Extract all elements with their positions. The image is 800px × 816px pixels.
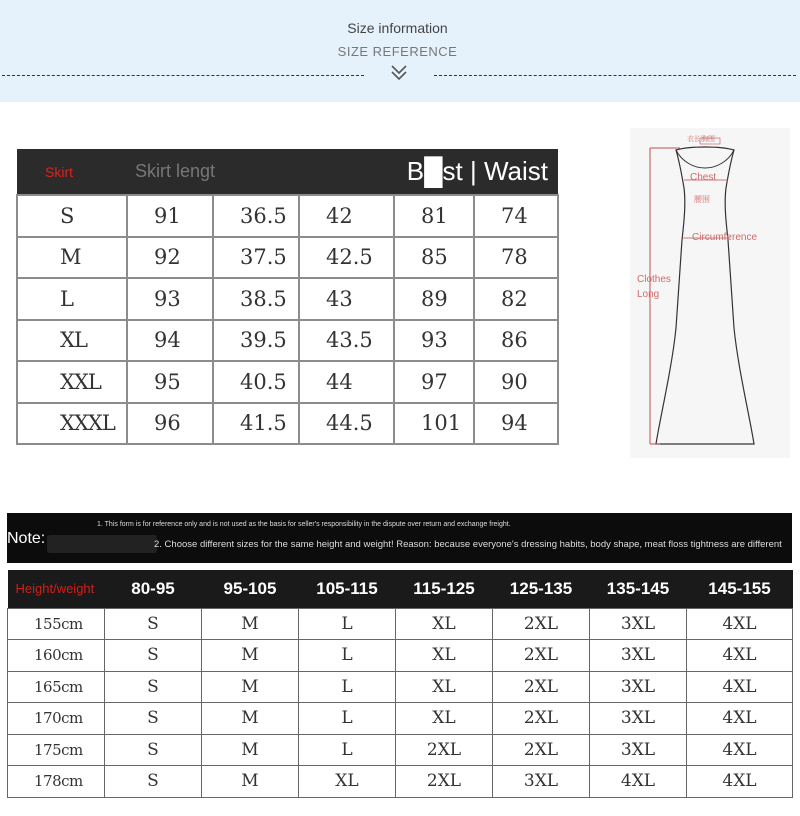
measurement-cell: 85	[394, 237, 474, 279]
note-bar	[7, 513, 792, 563]
height-weight-row	[8, 766, 793, 798]
col-header-weight-range: 145-155	[687, 570, 793, 608]
measurement-cell: 42	[299, 195, 394, 237]
header-subtitle: SIZE REFERENCE	[337, 44, 458, 59]
size-recommendation-cell: 2XL	[396, 766, 493, 798]
size-recommendation-cell: XL	[299, 766, 396, 798]
skirt-table-row	[17, 361, 558, 403]
measurement-cell: 95	[127, 361, 213, 403]
measurement-cell: 92	[127, 237, 213, 279]
measurement-cell: 40.5	[213, 361, 299, 403]
measurement-cell: 90	[474, 361, 558, 403]
skirt-table-row	[17, 237, 558, 279]
size-recommendation-cell: 3XL	[493, 766, 590, 798]
size-cell: XXL	[17, 361, 127, 403]
size-recommendation-cell: S	[105, 671, 202, 703]
size-cell: M	[17, 237, 127, 279]
measurement-cell: 94	[127, 320, 213, 362]
col-header-weight-range: 80-95	[105, 570, 202, 608]
size-recommendation-cell: 4XL	[687, 671, 793, 703]
height-cell: 165cm	[8, 671, 105, 703]
size-cell: L	[17, 278, 127, 320]
dress-chest-label: Chest	[690, 172, 717, 183]
size-recommendation-cell: 4XL	[687, 766, 793, 798]
size-recommendation-cell: 2XL	[396, 734, 493, 766]
size-recommendation-cell: XL	[396, 640, 493, 672]
size-recommendation-cell: L	[299, 703, 396, 735]
measurement-cell: 41.5	[213, 403, 299, 445]
measurement-cell: 93	[394, 320, 474, 362]
measurement-cell: 96	[127, 403, 213, 445]
col-header-weight-range: 125-135	[493, 570, 590, 608]
size-cell: XXXL	[17, 403, 127, 445]
measurement-cell: 43.5	[299, 320, 394, 362]
header-divider-right	[434, 75, 796, 76]
size-info-header	[0, 0, 800, 102]
size-recommendation-cell: XL	[396, 671, 493, 703]
size-recommendation-cell: 4XL	[687, 734, 793, 766]
measurement-cell: 89	[394, 278, 474, 320]
dress-circumference-label: Circumference	[692, 232, 758, 243]
measurement-cell: 78	[474, 237, 558, 279]
height-weight-table	[7, 570, 793, 798]
col-header-weight-range: 105-115	[299, 570, 396, 608]
dress-waist-cn-label: 腰围	[694, 195, 710, 204]
size-recommendation-cell: 2XL	[493, 608, 590, 640]
measurement-cell: 37.5	[213, 237, 299, 279]
col-header-skirt: Skirt	[17, 149, 127, 195]
header-divider-left	[2, 75, 364, 76]
measurement-cell: 39.5	[213, 320, 299, 362]
dress-long-label: Long	[637, 289, 660, 300]
col-header-height-weight: Height/weight	[8, 570, 105, 608]
size-recommendation-cell: XL	[396, 703, 493, 735]
size-recommendation-cell: L	[299, 671, 396, 703]
size-recommendation-cell: 3XL	[590, 703, 687, 735]
height-weight-row	[8, 608, 793, 640]
size-recommendation-cell: 4XL	[687, 640, 793, 672]
size-cell: S	[17, 195, 127, 237]
size-recommendation-cell: 2XL	[493, 671, 590, 703]
measurement-cell: 93	[127, 278, 213, 320]
size-recommendation-cell: S	[105, 766, 202, 798]
dress-measurement-figure	[630, 128, 790, 458]
skirt-table-row	[17, 320, 558, 362]
height-weight-row	[8, 734, 793, 766]
skirt-size-table	[16, 149, 559, 445]
size-recommendation-cell: S	[105, 703, 202, 735]
size-recommendation-cell: L	[299, 608, 396, 640]
measurement-cell: 97	[394, 361, 474, 403]
size-recommendation-cell: 3XL	[590, 671, 687, 703]
height-weight-row	[8, 671, 793, 703]
size-recommendation-cell: M	[202, 608, 299, 640]
measurement-cell: 74	[474, 195, 558, 237]
measurement-cell: 86	[474, 320, 558, 362]
size-recommendation-cell: 2XL	[493, 703, 590, 735]
dress-top-label: 衣长胸围	[687, 136, 715, 143]
header-title: Size information	[347, 20, 448, 36]
height-cell: 175cm	[8, 734, 105, 766]
size-recommendation-cell: M	[202, 734, 299, 766]
size-recommendation-cell: 2XL	[493, 640, 590, 672]
size-recommendation-cell: M	[202, 640, 299, 672]
size-recommendation-cell: 3XL	[590, 640, 687, 672]
height-weight-header	[8, 570, 793, 608]
measurement-cell: 43	[299, 278, 394, 320]
size-recommendation-cell: S	[105, 734, 202, 766]
measurement-cell: 94	[474, 403, 558, 445]
measurement-cell: 36.5	[213, 195, 299, 237]
col-header-weight-range: 135-145	[590, 570, 687, 608]
col-header-blank	[299, 149, 394, 195]
size-recommendation-cell: 3XL	[590, 734, 687, 766]
measurement-cell: 81	[394, 195, 474, 237]
skirt-table-header	[17, 149, 558, 195]
size-recommendation-cell: XL	[396, 608, 493, 640]
skirt-table-row	[17, 278, 558, 320]
dress-clothes-label: Clothes	[637, 274, 671, 285]
height-cell: 178cm	[8, 766, 105, 798]
size-recommendation-cell: M	[202, 766, 299, 798]
height-cell: 160cm	[8, 640, 105, 672]
note-blurred-text	[47, 535, 157, 553]
size-recommendation-cell: S	[105, 640, 202, 672]
size-recommendation-cell: 2XL	[493, 734, 590, 766]
height-weight-row	[8, 640, 793, 672]
height-cell: 170cm	[8, 703, 105, 735]
size-recommendation-cell: M	[202, 703, 299, 735]
skirt-table-row	[17, 403, 558, 445]
height-weight-row	[8, 703, 793, 735]
size-recommendation-cell: 3XL	[590, 608, 687, 640]
size-cell: XL	[17, 320, 127, 362]
size-recommendation-cell: 4XL	[687, 703, 793, 735]
size-recommendation-cell: 4XL	[590, 766, 687, 798]
size-recommendation-cell: M	[202, 671, 299, 703]
col-header-bust-waist: B█st | Waist	[394, 149, 558, 195]
note-line-1: 1. This form is for reference only and is not used as the basis for seller's responsibility in the dispute over return and exchange freight.	[97, 521, 511, 528]
col-header-weight-range: 95-105	[202, 570, 299, 608]
measurement-cell: 38.5	[213, 278, 299, 320]
measurement-cell: 44.5	[299, 403, 394, 445]
size-recommendation-cell: L	[299, 640, 396, 672]
double-chevron-down-icon	[388, 62, 410, 84]
col-header-skirt-length: Skirt lengt	[127, 149, 299, 195]
size-recommendation-cell: L	[299, 734, 396, 766]
measurement-cell: 44	[299, 361, 394, 403]
col-header-weight-range: 115-125	[396, 570, 493, 608]
size-recommendation-cell: S	[105, 608, 202, 640]
note-label: Note:	[7, 530, 46, 547]
measurement-cell: 101	[394, 403, 474, 445]
note-line-2: 2. Choose different sizes for the same height and weight! Reason: because everyone's dressing habits, body shape, meat floss tightness are different	[154, 539, 782, 550]
size-recommendation-cell: 4XL	[687, 608, 793, 640]
measurement-cell: 42.5	[299, 237, 394, 279]
measurement-cell: 91	[127, 195, 213, 237]
skirt-table-row	[17, 195, 558, 237]
measurement-cell: 82	[474, 278, 558, 320]
height-cell: 155cm	[8, 608, 105, 640]
